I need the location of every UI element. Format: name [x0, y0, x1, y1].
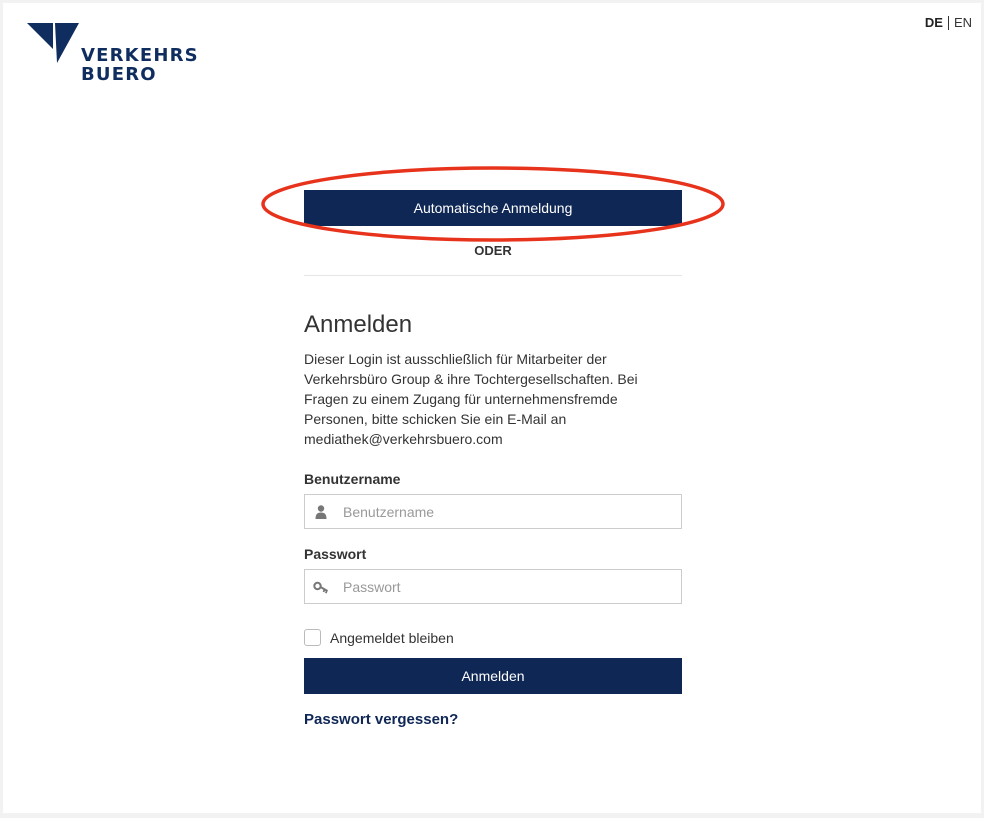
remember-me-label[interactable]: Angemeldet bleiben [330, 629, 454, 646]
remember-me [304, 629, 454, 646]
login-page [3, 3, 981, 813]
or-separator-label: ODER [474, 243, 512, 258]
password-label: Passwort [304, 546, 367, 562]
page-title: Anmelden [304, 311, 413, 338]
automatic-login-button[interactable]: Automatische Anmeldung [304, 190, 682, 226]
language-en[interactable]: EN [953, 15, 972, 30]
logo-line-1: VERKEHRS [81, 45, 199, 66]
verkehrsbuero-logo[interactable] [27, 23, 197, 93]
logo-mark-icon [27, 23, 83, 67]
username-input[interactable] [343, 495, 673, 528]
language-separator [948, 16, 949, 30]
username-label: Benutzername [304, 471, 401, 487]
language-de[interactable]: DE [924, 15, 943, 30]
password-field[interactable] [304, 569, 682, 604]
remember-me-checkbox[interactable] [304, 629, 321, 646]
username-field[interactable] [304, 494, 682, 529]
key-icon [313, 579, 329, 595]
divider [304, 275, 682, 276]
logo-line-2: BUERO [81, 64, 157, 85]
logo-wordmark [81, 46, 199, 84]
forgot-password-link[interactable]: Passwort vergessen? [304, 711, 459, 728]
password-input[interactable] [343, 570, 673, 603]
login-description: Dieser Login ist ausschließlich für Mitarbeiter der Verkehrsbüro Group & ihre Tochtergesellschaften. Bei Fragen zu einem Zugang für unternehmensfremde Personen, bitte schicken Sie ein E-Mail an mediathek@verkehrsbuero.com [304, 351, 638, 447]
user-icon [313, 504, 329, 520]
login-button[interactable]: Anmelden [304, 658, 682, 694]
language-switch [925, 15, 972, 30]
